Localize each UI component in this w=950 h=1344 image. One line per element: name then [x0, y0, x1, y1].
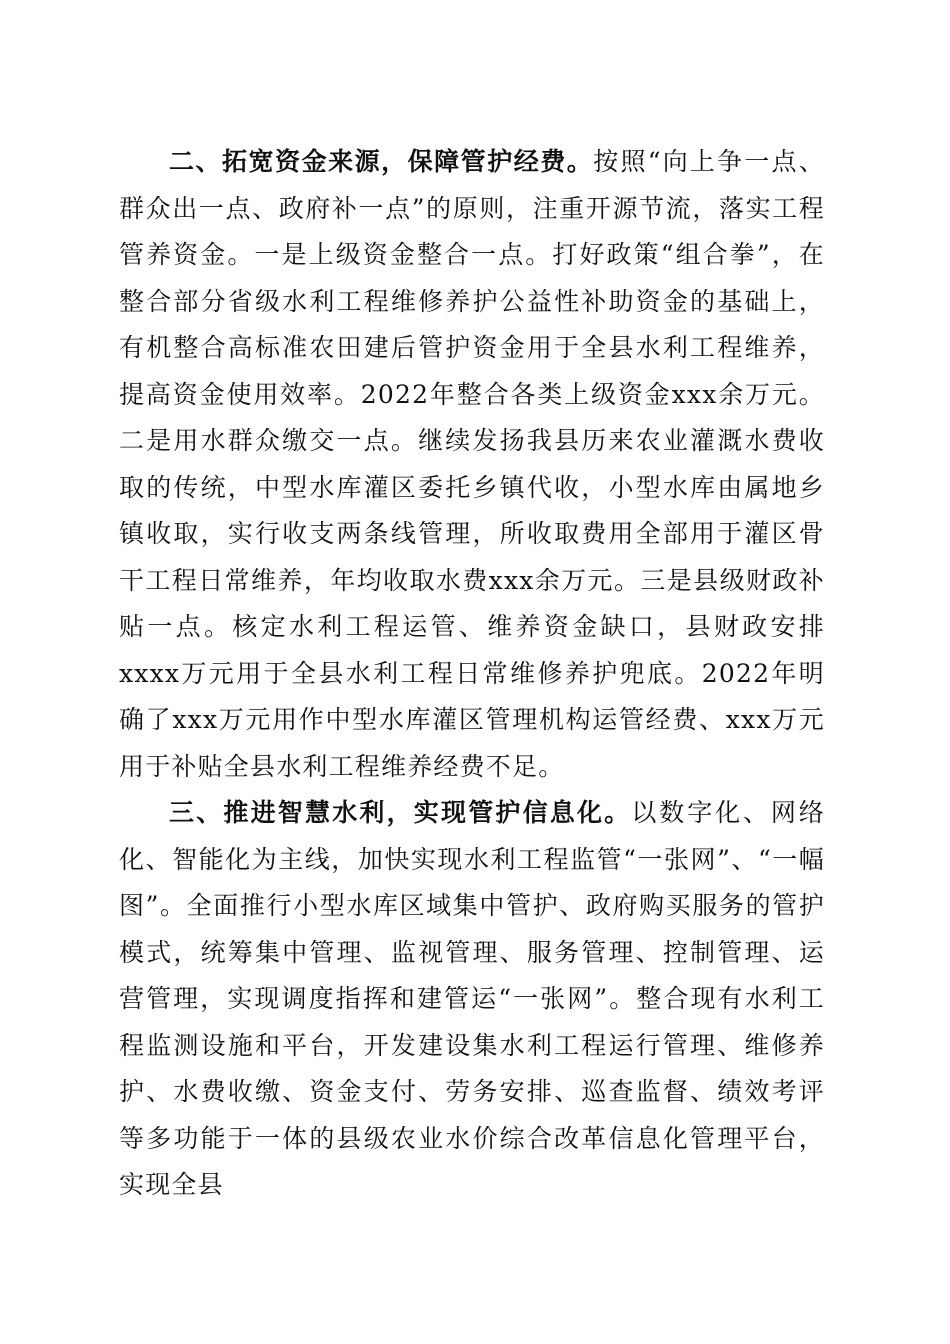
paragraph-text-smart-water: 以数字化、网络化、智能化为主线，加快实现水利工程监管“一张网”、“一幅图”。全面推行小型水库区域集中管护、政府购买服务的管护模式，统筹集中管理、监视管理、服务管理、控制管理、运营管理，实现调度指挥和建管运“一张网”。整合现有水利工程监测设施和平台，开发建设集水利工程运行管理、维修养护、水费收缴、资金支付、劳务安排、巡查监督、绩效考评等多功能于一体的县级农业水价综合改革信息化管理平台，实现全县: [119, 798, 825, 1199]
document-body: [119, 139, 825, 1209]
paragraph-text-funding: 按照“向上争一点、群众出一点、政府补一点”的原则，注重开源节流，落实工程管养资金。一是上级资金整合一点。打好政策“组合拳”，在整合部分省级水利工程维修养护公益性补助资金的基础上，有机整合高标准农田建后管护资金用于全县水利工程维养，提高资金使用效率。2022年整合各类上级资金xxx余万元。二是用水群众缴交一点。继续发扬我县历来农业灌溉水费收取的传统，中型水库灌区委托乡镇代收，小型水库由属地乡镇收取，实行收支两条线管理，所收取费用全部用于灌区骨干工程日常维养，年均收取水费xxx余万元。三是县级财政补贴一点。核定水利工程运管、维养资金缺口，县财政安排xxxx万元用于全县水利工程日常维修养护兜底。2022年明确了xxx万元用作中型水库灌区管理机构运管经费、xxx万元用于补贴全县水利工程维养经费不足。: [119, 147, 825, 781]
paragraph-heading-funding: 二、拓宽资金来源，保障管护经费。: [169, 147, 594, 176]
paragraph-funding: [119, 139, 825, 790]
paragraph-smart-water: [119, 790, 825, 1209]
paragraph-heading-smart-water: 三、推进智慧水利，实现管护信息化。: [169, 798, 632, 827]
